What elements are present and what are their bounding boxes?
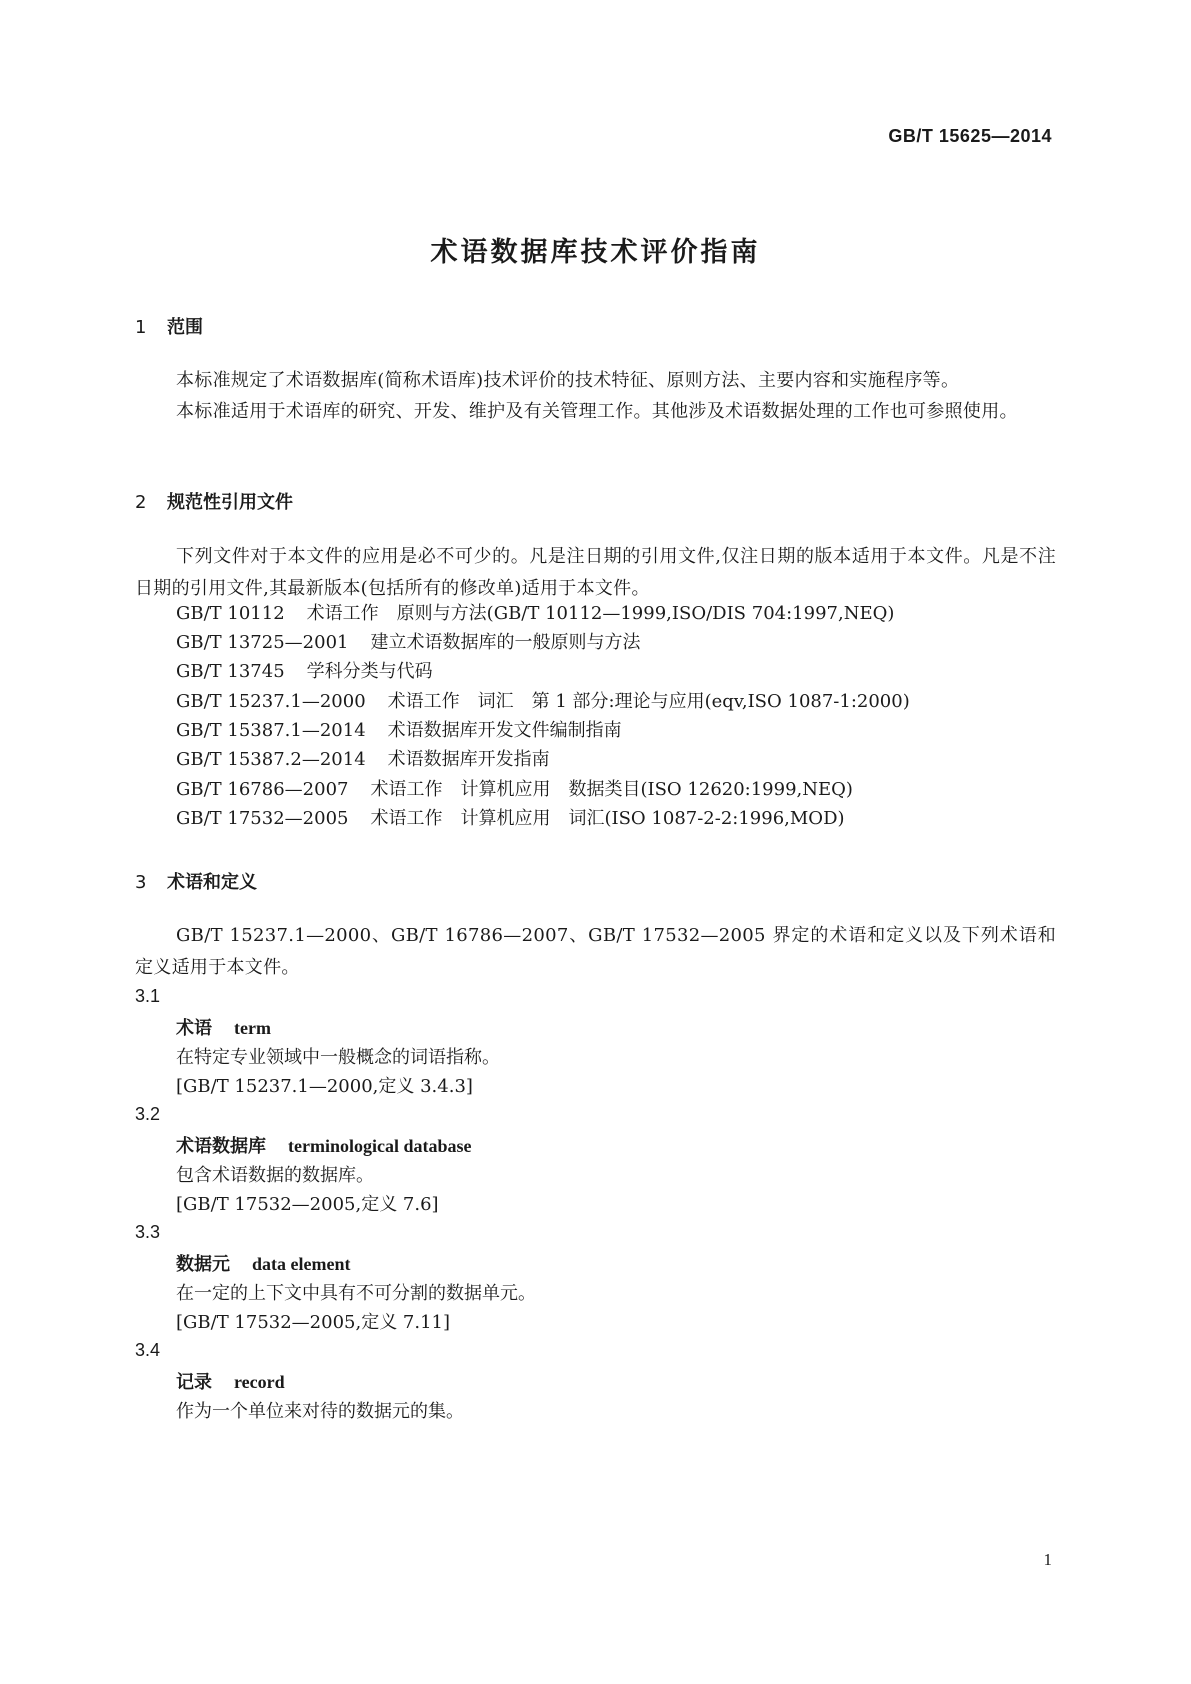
reference-code: GB/T 17532—2005 <box>176 808 349 829</box>
scope-paragraph-1: 本标准规定了术语数据库(简称术语库)技术评价的技术特征、原则方法、主要内容和实施程序等。 <box>176 370 960 391</box>
reference-item <box>176 807 845 831</box>
reference-item <box>176 602 894 626</box>
section-heading-scope <box>135 313 203 339</box>
clause-number: 3.1 <box>135 986 161 1006</box>
reference-title: 术语数据库开发文件编制指南 <box>387 720 622 741</box>
reference-title: 术语工作 词汇 第 1 部分:理论与应用(eqv,ISO 1087-1:2000) <box>387 691 910 712</box>
section-number: 2 <box>135 492 147 513</box>
page-number: 1 <box>1043 1550 1052 1569</box>
document-title: 术语数据库技术评价指南 <box>430 237 761 268</box>
reference-title: 建立术语数据库的一般原则与方法 <box>370 632 641 653</box>
term-en: term <box>234 1018 271 1038</box>
term-definition: 包含术语数据的数据库。 <box>176 1165 374 1186</box>
term-entry <box>176 1132 471 1158</box>
clause-number: 3.4 <box>135 1340 161 1360</box>
reference-title: 术语工作 原则与方法(GB/T 10112—1999,ISO/DIS 704:1997,NEQ) <box>306 603 895 624</box>
term-zh: 术语 <box>176 1018 212 1039</box>
standard-code: GB/T 15625—2014 <box>888 126 1052 146</box>
term-zh: 术语数据库 <box>176 1136 266 1157</box>
reference-item <box>176 778 853 802</box>
term-zh: 记录 <box>176 1372 212 1393</box>
term-definition: 作为一个单位来对待的数据元的集。 <box>176 1401 464 1422</box>
term-definition: 在特定专业领域中一般概念的词语指称。 <box>176 1047 500 1068</box>
reference-title: 术语数据库开发指南 <box>387 749 550 770</box>
reference-code: GB/T 15237.1—2000 <box>176 691 366 712</box>
reference-code: GB/T 16786—2007 <box>176 779 349 800</box>
section-title: 规范性引用文件 <box>167 492 293 513</box>
term-source: [GB/T 15237.1—2000,定义 3.4.3] <box>176 1076 473 1097</box>
clause-number: 3.3 <box>135 1222 161 1242</box>
term-entry <box>176 1014 271 1040</box>
definitions-intro-paragraph: GB/T 15237.1—2000、GB/T 16786—2007、GB/T 17532—2005 界定的术语和定义以及下列术语和定义适用于本文件。 <box>135 925 1056 978</box>
section-title: 术语和定义 <box>167 872 257 893</box>
term-en: record <box>234 1372 285 1392</box>
term-en: terminological database <box>288 1136 472 1156</box>
reference-item <box>176 748 550 772</box>
reference-item <box>176 631 640 655</box>
reference-title: 术语工作 计算机应用 词汇(ISO 1087-2-2:1996,MOD) <box>370 808 845 829</box>
term-zh: 数据元 <box>176 1254 230 1275</box>
section-number: 3 <box>135 872 147 893</box>
term-source: [GB/T 17532—2005,定义 7.6] <box>176 1194 439 1215</box>
reference-title: 学科分类与代码 <box>306 661 433 682</box>
reference-code: GB/T 10112 <box>176 603 285 624</box>
section-title: 范围 <box>167 317 203 338</box>
term-source: [GB/T 17532—2005,定义 7.11] <box>176 1312 451 1333</box>
clause-number: 3.2 <box>135 1104 161 1124</box>
scope-paragraph-2: 本标准适用于术语库的研究、开发、维护及有关管理工作。其他涉及术语数据处理的工作也可参照使用。 <box>176 401 1018 422</box>
reference-code: GB/T 13745 <box>176 661 285 682</box>
reference-code: GB/T 15387.2—2014 <box>176 749 366 770</box>
term-entry <box>176 1250 350 1276</box>
reference-item <box>176 660 433 684</box>
term-definition: 在一定的上下文中具有不可分割的数据单元。 <box>176 1283 536 1304</box>
term-en: data element <box>252 1254 351 1274</box>
reference-item <box>176 719 622 743</box>
section-heading-normative-references <box>135 488 293 514</box>
reference-title: 术语工作 计算机应用 数据类目(ISO 12620:1999,NEQ) <box>370 779 853 800</box>
section-number: 1 <box>135 317 147 338</box>
section-heading-terms-definitions <box>135 868 257 894</box>
term-entry <box>176 1368 285 1394</box>
reference-code: GB/T 13725—2001 <box>176 632 349 653</box>
reference-code: GB/T 15387.1—2014 <box>176 720 366 741</box>
normative-intro-paragraph: 下列文件对于本文件的应用是必不可少的。凡是注日期的引用文件,仅注日期的版本适用于本文件。凡是不注日期的引用文件,其最新版本(包括所有的修改单)适用于本文件。 <box>135 546 1056 599</box>
reference-item <box>176 690 910 714</box>
